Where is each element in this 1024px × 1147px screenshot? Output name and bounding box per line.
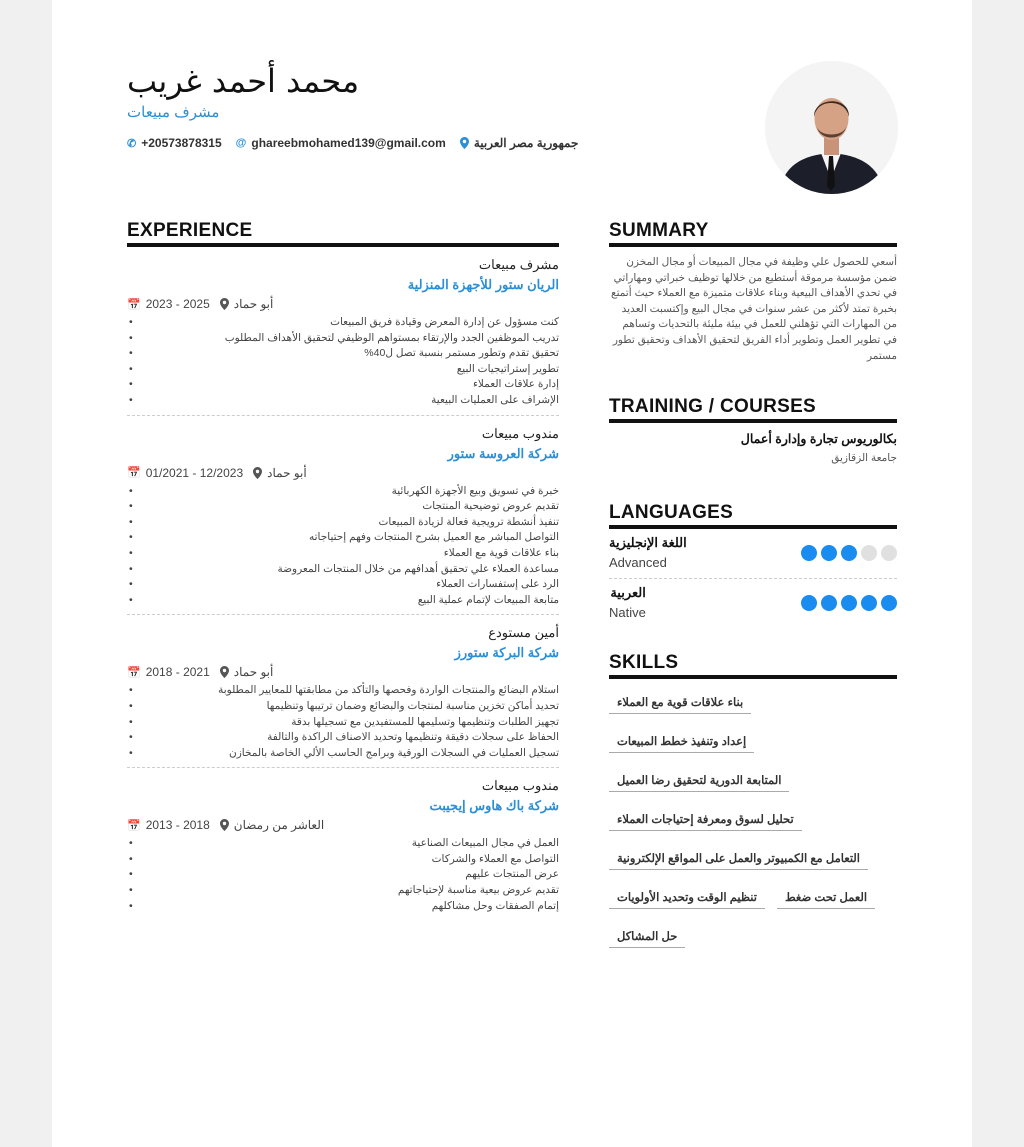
proficiency-dot: [881, 595, 897, 611]
candidate-role: مشرف مبيعات: [127, 104, 220, 121]
phone-contact[interactable]: [127, 136, 222, 150]
job-location: العاشر من رمضان: [233, 818, 325, 833]
summary-section: [609, 220, 897, 364]
language-name: العربية: [610, 585, 646, 601]
job-company: شركة العروسة ستور: [447, 445, 559, 461]
list-item: • بناء علاقات قوية مع العملاء: [141, 546, 559, 562]
skill-tag: إعداد وتنفيذ خطط المبيعات: [609, 732, 754, 753]
job-bullets: [127, 484, 559, 609]
job-bullets: [127, 683, 559, 761]
language-row: [609, 578, 897, 628]
job-dates: 2013 - 2018: [145, 818, 210, 833]
job-title: مندوب مبيعات: [481, 778, 559, 794]
job-entry: [127, 247, 559, 416]
language-level: Advanced: [609, 555, 667, 571]
job-location: أبو حماد: [233, 665, 274, 680]
location-pin-icon: [460, 137, 469, 149]
languages-heading: LANGUAGES: [609, 502, 897, 529]
job-company: الريان ستور للأجهزة المنزلية: [407, 277, 559, 292]
experience-section: [127, 220, 559, 920]
training-section: [609, 396, 897, 464]
location-contact: [460, 136, 579, 150]
proficiency-dot: [801, 595, 817, 611]
calendar-icon: 📅: [127, 298, 141, 311]
location-text: جمهورية مصر العربية: [473, 136, 579, 150]
list-item: • تحديد أماكن تخزين مناسبة لمنتجات والبضائع وضمان ترتيبها وتنظيمها: [141, 699, 559, 715]
job-bullets: [127, 836, 559, 914]
skills-section: [609, 652, 897, 948]
skills-heading: SKILLS: [609, 652, 897, 679]
skill-tag: العمل تحت ضغط: [777, 888, 875, 909]
summary-text: أسعي للحصول علي وظيفة في مجال المبيعات أو مجال المخزن ضمن مؤسسة مرموقة أستطيع من خلالها توظيف خبراتي ومهاراتي في تحدي الأهداف البيعية وبناء علاقات متميزة مع العملاء حيث أتمتع بخبرة تمتد لأكثر من عشر سنوات في مجال البيع وإكتسبت العديد من المهارات التي تؤهلني للعمل في بيئة مليئة بالتحديات وتساهم في تطوير العمل وتطوير أداء الفريق لتحقيق الأهداف وتحقيق تطور مستمر: [610, 256, 897, 362]
training-heading: TRAINING / COURSES: [609, 396, 897, 423]
proficiency-dot: [821, 595, 837, 611]
skill-tag: تحليل لسوق ومعرفة إحتياجات العملاء: [609, 810, 802, 831]
proficiency-dot: [861, 595, 877, 611]
job-company: شركة باك هاوس إيجيبت: [429, 798, 559, 814]
summary-heading: SUMMARY: [609, 220, 897, 247]
phone-text: +20573878315: [141, 136, 222, 150]
skills-list: [609, 693, 897, 948]
job-dates: 01/2021 - 12/2023: [145, 465, 244, 480]
candidate-name: محمد أحمد غريب: [127, 62, 360, 100]
job-company: شركة البركة ستورز: [454, 645, 559, 661]
languages-section: [609, 502, 897, 628]
skill-tag: بناء علاقات قوية مع العملاء: [609, 693, 751, 714]
job-title: مشرف مبيعات: [478, 257, 559, 272]
job-location: أبو حماد: [267, 465, 307, 480]
list-item: • الرد على إستفسارات العملاء: [141, 577, 559, 593]
list-item: • إتمام الصفقات وحل مشاكلهم: [141, 899, 559, 915]
calendar-icon: 📅: [127, 467, 141, 480]
proficiency-dot: [841, 545, 857, 561]
job-meta: [127, 665, 559, 679]
email-text: ghareebmohamed139@gmail.com: [251, 136, 446, 150]
proficiency-dot: [881, 545, 897, 561]
list-item: • التواصل المباشر مع العميل بشرح المنتجات وفهم إحتياجاته: [141, 530, 559, 546]
list-item: • تنفيذ أنشطة ترويجية فعالة لزيادة المبيعات: [141, 515, 559, 531]
resume-page: [52, 0, 972, 1147]
proficiency-dot: [801, 545, 817, 561]
list-item: • تقديم عروض توضيحية المنتجات: [141, 499, 559, 515]
list-item: • تدريب الموظفين الجدد والإرتقاء بمستواهم الوظيفي لتحقيق الأهداف المطلوب: [141, 331, 559, 347]
skill-tag: تنظيم الوقت وتحديد الأولويات: [609, 888, 765, 909]
job-title: أمين مستودع: [488, 625, 559, 641]
job-entry: [127, 768, 559, 920]
at-icon: @: [235, 137, 247, 149]
list-item: • إدارة علاقات العملاء: [141, 377, 559, 393]
sidebar-column: [609, 220, 897, 948]
list-item: • تحقيق تقدم وتطور مستمر بنسبة تصل ل40%: [141, 346, 559, 362]
profile-photo: [765, 61, 898, 194]
phone-icon: ✆: [127, 137, 137, 150]
language-row: [609, 529, 897, 578]
list-item: • كنت مسؤول عن إدارة المعرض وقيادة فريق المبيعات: [141, 315, 559, 331]
location-pin-icon: [220, 819, 229, 831]
job-dates: 2018 - 2021: [145, 665, 210, 680]
list-item: • الحفاظ على سجلات دقيقة وتنظيمها وتحديد الاصناف الراكدة والتالفة: [141, 730, 559, 746]
job-meta: [127, 818, 559, 832]
contact-bar: [127, 136, 578, 150]
skill-tag: التعامل مع الكمبيوتر والعمل على المواقع الإلكترونية: [609, 849, 868, 870]
list-item: • العمل في مجال المبيعات الصناعية: [141, 836, 559, 852]
language-level: Native: [609, 605, 646, 621]
school-name: جامعة الزقازيق: [831, 452, 897, 465]
list-item: • تطوير إستراتيجيات البيع: [141, 362, 559, 378]
job-title: مندوب مبيعات: [481, 425, 559, 441]
job-entry: [127, 416, 559, 616]
calendar-icon: 📅: [127, 819, 141, 832]
list-item: • خبرة في تسويق وبيع الأجهزة الكهربائية: [141, 484, 559, 500]
proficiency-dots: [801, 545, 897, 561]
language-name: اللغة الإنجليزية: [609, 535, 687, 551]
calendar-icon: 📅: [127, 666, 141, 679]
proficiency-dot: [821, 545, 837, 561]
location-pin-icon: [220, 298, 229, 310]
job-dates: 2023 - 2025: [145, 297, 210, 311]
skill-tag: المتابعة الدورية لتحقيق رضا العميل: [609, 771, 789, 792]
list-item: • متابعة المبيعات لإتمام عملية البيع: [141, 593, 559, 609]
proficiency-dot: [861, 545, 877, 561]
degree-title: بكالوريوس تجارة وإدارة أعمال: [740, 432, 897, 447]
job-location: أبو حماد: [233, 297, 274, 311]
job-entry: [127, 615, 559, 768]
list-item: • عرض المنتجات عليهم: [141, 867, 559, 883]
location-pin-icon: [253, 467, 262, 479]
list-item: • استلام البضائع والمنتجات الواردة وفحصها والتأكد من مطابقتها للمعايير المطلوبة: [141, 683, 559, 699]
proficiency-dot: [841, 595, 857, 611]
job-bullets: [127, 315, 559, 409]
email-contact[interactable]: [236, 136, 446, 150]
job-meta: [127, 466, 559, 480]
location-pin-icon: [220, 666, 229, 678]
list-item: • تجهيز الطلبات وتنظيمها وتسليمها للمستفيدين مع تسجيلها بدقة: [141, 715, 559, 731]
skill-tag: حل المشاكل: [609, 927, 685, 948]
proficiency-dots: [801, 595, 897, 611]
list-item: • الإشراف على العمليات البيعية: [141, 393, 559, 409]
list-item: • تقديم عروض بيعية مناسبة لإحتياجاتهم: [141, 883, 559, 899]
person-avatar-icon: [765, 61, 898, 194]
list-item: • مساعدة العملاء علي تحقيق أهدافهم من خلال المنتجات المعروضة: [141, 562, 559, 578]
experience-heading: EXPERIENCE: [127, 220, 559, 247]
job-meta: [127, 297, 559, 311]
list-item: • التواصل مع العملاء والشركات: [141, 852, 559, 868]
list-item: • تسجيل العمليات في السجلات الورقية وبرامج الحاسب الألي الخاصة بالمخازن: [141, 746, 559, 762]
